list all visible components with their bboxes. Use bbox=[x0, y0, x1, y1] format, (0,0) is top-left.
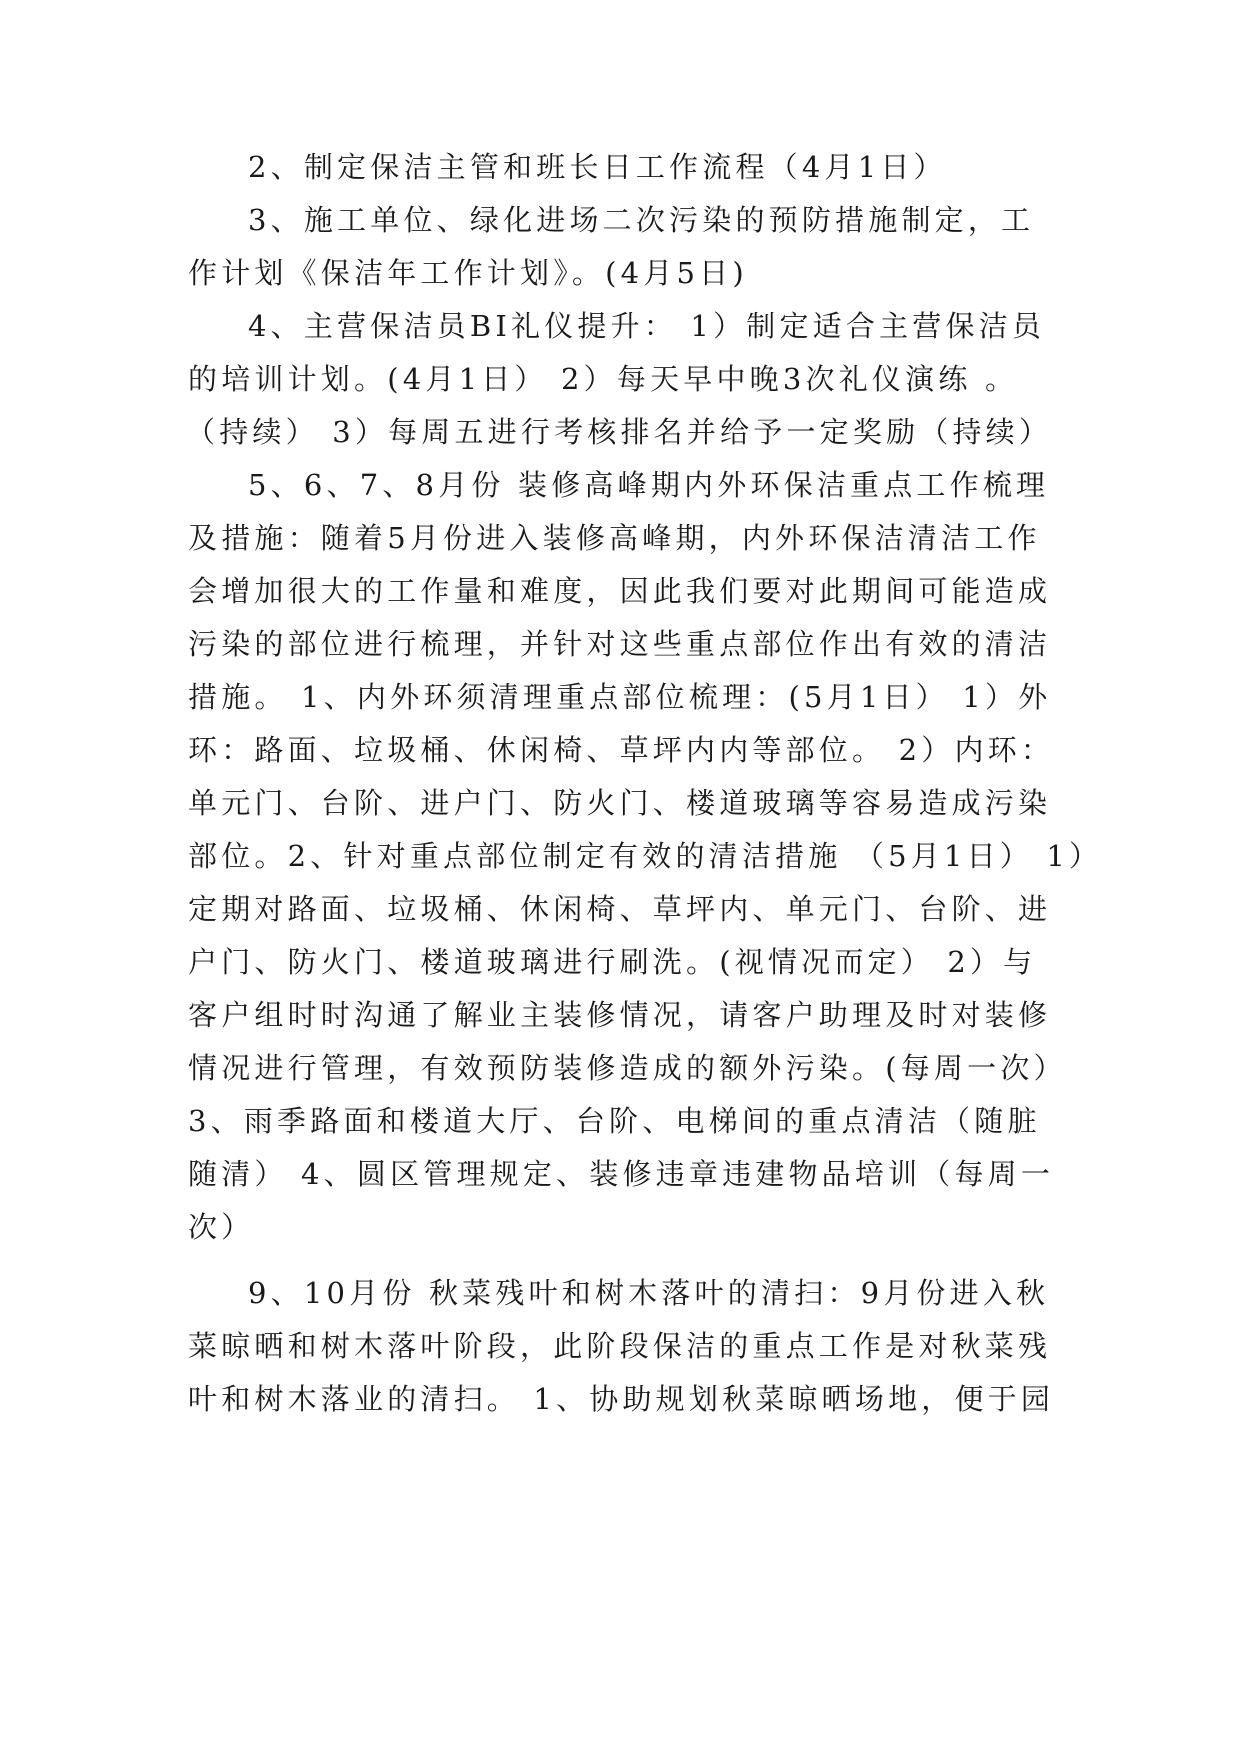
text-line: 情况进行管理，有效预防装修造成的额外污染。(每周一次） bbox=[188, 1051, 1067, 1085]
text-line: 5、6、7、8月份 装修高峰期内外环保洁重点工作梳理 bbox=[248, 468, 1050, 502]
text-line: 单元门、台阶、进户门、防火门、楼道玻璃等容易造成污染 bbox=[188, 786, 1052, 820]
text-line: 2、制定保洁主管和班长日工作流程（4月1日） bbox=[248, 150, 947, 184]
text-line: 4、主营保洁员BI礼仪提升： 1）制定适合主营保洁员 bbox=[248, 309, 1046, 343]
text-line: 污染的部位进行梳理，并针对这些重点部位作出有效的清洁 bbox=[188, 627, 1052, 661]
text-line: 措施。 1、内外环须清理重点部位梳理：(5月1日） 1）外 bbox=[188, 680, 1052, 714]
text-line: 户门、防火门、楼道玻璃进行刷洗。(视情况而定） 2）与 bbox=[188, 945, 1037, 979]
text-line: 作计划《保洁年工作计划》。(4月5日) bbox=[188, 256, 748, 290]
text-line: 随清） 4、圆区管理规定、装修违章违建物品培训（每周一 bbox=[188, 1157, 1055, 1191]
text-line: 会增加很大的工作量和难度，因此我们要对此期间可能造成 bbox=[188, 574, 1052, 608]
text-line: 环：路面、垃圾桶、休闲椅、草坪内内等部位。 2）内环： bbox=[188, 733, 1055, 767]
text-line: 次） bbox=[188, 1210, 255, 1244]
text-line: （持续） 3）每周五进行考核排名并给予一定奖励（持续） bbox=[186, 415, 1053, 449]
text-line: 客户组时时沟通了解业主装修情况，请客户助理及时对装修 bbox=[188, 998, 1052, 1032]
text-line: 9、10月份 秋菜残叶和树木落叶的清扫：9月份进入秋 bbox=[248, 1276, 1050, 1310]
text-line: 3、雨季路面和楼道大厅、台阶、电梯间的重点清洁（随脏 bbox=[188, 1104, 1041, 1138]
text-line: 定期对路面、垃圾桶、休闲椅、草坪内、单元门、台阶、进 bbox=[188, 892, 1052, 926]
text-line: 及措施：随着5月份进入装修高峰期，内外环保洁清洁工作 bbox=[188, 521, 1041, 555]
text-line: 的培训计划。(4月1日） 2）每天早中晚3次礼仪演练 。 bbox=[188, 362, 1019, 396]
text-line: 菜晾晒和树木落叶阶段，此阶段保洁的重点工作是对秋菜残 bbox=[188, 1329, 1052, 1363]
text-line: 3、施工单位、绿化进场二次污染的预防措施制定，工 bbox=[248, 203, 1035, 237]
text-line: 叶和树木落业的清扫。 1、协助规划秋菜晾晒场地，便于园 bbox=[188, 1382, 1055, 1416]
text-line: 部位。2、针对重点部位制定有效的清洁措施 （5月1日） 1） bbox=[188, 839, 1103, 873]
